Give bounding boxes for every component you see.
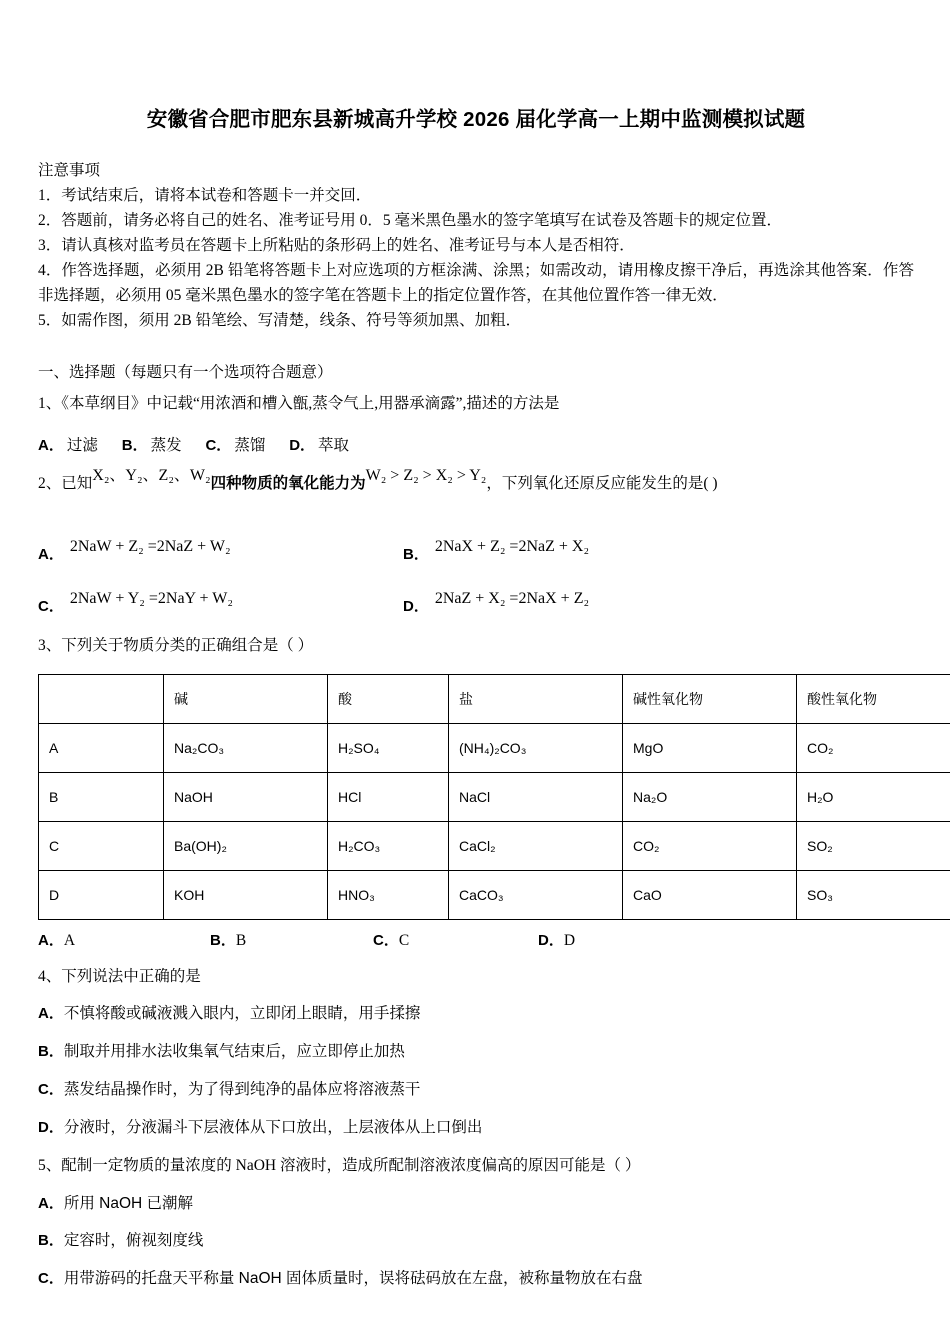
question-3-option-c-letter: C．	[373, 932, 399, 950]
table-cell-a-basic-oxide: MgO	[623, 724, 797, 773]
question-4-option-b-text: 制取并用排水法收集氧气结束后，应立即停止加热	[63, 1043, 405, 1061]
question-1-text: 《本草纲目》中记载“用浓酒和槽入甑,蒸令气上,用器承滴露”,描述的方法是	[61, 395, 560, 413]
question-2-options-row-1	[38, 511, 914, 563]
question-3-option-a-letter: A．	[38, 932, 64, 950]
table-cell-a-acidic-oxide: CO₂	[797, 724, 950, 773]
table-header-base: 碱	[164, 675, 328, 724]
question-5-number: 5、	[38, 1157, 62, 1175]
question-4-option-a-letter: A．	[38, 1005, 64, 1023]
question-5-option-c-text: 用带游码的托盘天平称量 NaOH 固体质量时，误将砝码放在左盘，被称量物放在右盘	[63, 1270, 643, 1288]
question-2-text-part1: 已知	[61, 475, 93, 493]
question-3-option-b[interactable]	[210, 929, 246, 950]
question-1-option-b[interactable]	[122, 437, 182, 454]
table-cell-c-acid: H₂CO₃	[328, 822, 449, 871]
question-2-options	[38, 511, 914, 615]
question-1-option-a-text: 过滤	[66, 437, 98, 455]
question-4-option-b-letter: B．	[38, 1043, 64, 1061]
table-cell-d-base: KOH	[164, 871, 328, 920]
question-4-option-d[interactable]	[38, 1116, 914, 1141]
question-5-option-b-text: 定容时，俯视刻度线	[63, 1232, 204, 1250]
question-3-option-a[interactable]	[38, 929, 75, 950]
question-4-option-c-text: 蒸发结晶操作时，为了得到纯净的晶体应将溶液蒸干	[63, 1080, 421, 1098]
table-header-blank	[39, 675, 164, 724]
table-row-label-d: D	[39, 871, 164, 920]
question-4-number: 4、	[38, 968, 62, 986]
question-1-option-c-letter: C．	[205, 437, 232, 455]
question-3-option-d-letter: D．	[538, 932, 564, 950]
table-row	[39, 724, 950, 773]
question-5-option-b[interactable]	[38, 1229, 914, 1254]
question-2-option-b-equation: 2NaX + Z₂ =2NaZ + X₂	[434, 538, 590, 556]
question-1-option-d-letter: D．	[289, 437, 316, 455]
question-5-stem	[38, 1153, 914, 1178]
question-2-option-b-letter: B．	[403, 546, 429, 564]
question-3-option-a-text: A	[63, 932, 76, 950]
question-4-option-a-text: 不慎将酸或碱液溅入眼内，立即闭上眼睛，用手揉擦	[63, 1005, 421, 1023]
question-3-table-wrapper	[38, 674, 914, 920]
question-2-options-row-2	[38, 563, 914, 615]
question-1-options	[38, 433, 914, 455]
question-2-option-a-equation: 2NaW + Z₂ =2NaZ + W₂	[69, 538, 231, 556]
question-2-option-c[interactable]	[38, 590, 403, 616]
table-cell-b-base: NaOH	[164, 773, 328, 822]
question-2-option-d-equation: 2NaZ + X₂ =2NaX + Z₂	[434, 590, 590, 608]
question-1-option-b-text: 蒸发	[150, 437, 182, 455]
table-header-salt: 盐	[449, 675, 623, 724]
question-2-option-d[interactable]	[403, 590, 863, 616]
question-3-option-d[interactable]	[538, 929, 575, 950]
table-row	[39, 773, 950, 822]
question-1-option-b-letter: B．	[121, 437, 148, 455]
question-3-option-b-letter: B．	[210, 932, 236, 950]
question-4-option-b[interactable]	[38, 1040, 914, 1065]
question-3-option-d-text: D	[563, 932, 576, 950]
question-1-option-a-letter: A．	[38, 437, 64, 455]
question-2-option-a[interactable]	[38, 538, 403, 564]
question-5-option-c[interactable]	[38, 1267, 914, 1292]
question-4-stem	[38, 964, 914, 989]
table-cell-b-acid: HCl	[328, 773, 449, 822]
question-5-option-b-letter: B．	[38, 1232, 64, 1250]
question-2-text-part3: ，下列氧化还原反应能发生的是( )	[486, 475, 718, 493]
table-header-acidic-oxide: 酸性氧化物	[797, 675, 950, 724]
question-3-option-c[interactable]	[373, 929, 409, 950]
question-2-text-part2: 四种物质的氧化能力为	[210, 475, 366, 493]
question-1-option-d-text: 萃取	[318, 437, 350, 455]
question-2-stem	[38, 467, 914, 497]
question-4-option-d-letter: D．	[38, 1118, 64, 1136]
table-cell-b-acidic-oxide: H₂O	[797, 773, 950, 822]
question-1-option-c[interactable]	[205, 437, 265, 454]
question-3-option-c-text: C	[398, 932, 410, 950]
question-2-order-expression: W₂ > Z₂ > X₂ > Y₂	[365, 467, 487, 485]
question-3-number: 3、	[38, 637, 62, 655]
question-2-option-b[interactable]	[403, 538, 863, 564]
question-5-text: 配制一定物质的量浓度的 NaOH 溶液时，造成所配制溶液浓度偏高的原因可能是（ ）	[61, 1157, 641, 1175]
question-4-text: 下列说法中正确的是	[61, 968, 201, 986]
question-1-option-d[interactable]	[289, 437, 349, 454]
table-row-label-a: A	[39, 724, 164, 773]
table-cell-c-basic-oxide: CO₂	[623, 822, 797, 871]
table-cell-b-salt: NaCl	[449, 773, 623, 822]
question-3-stem	[38, 633, 914, 658]
question-2-option-d-letter: D．	[403, 598, 429, 616]
notice-line-2: 2．答题前，请务必将自己的姓名、准考证号用 0．5 毫米黑色墨水的签字笔填写在试卷及答题卡的规定位置．	[38, 211, 783, 229]
question-3-option-b-text: B	[235, 932, 247, 950]
question-4-option-d-text: 分液时，分液漏斗下层液体从下口放出，上层液体从上口倒出	[63, 1118, 483, 1136]
question-1-option-c-text: 蒸馏	[234, 437, 266, 455]
table-cell-d-salt: CaCO₃	[449, 871, 623, 920]
question-4-option-c-letter: C．	[38, 1080, 64, 1098]
table-cell-d-acid: HNO₃	[328, 871, 449, 920]
question-5-option-a[interactable]	[38, 1192, 914, 1217]
notice-line-1: 1．考试结束后，请将本试卷和答题卡一并交回．	[38, 186, 372, 204]
question-4-option-a[interactable]	[38, 1002, 914, 1027]
table-cell-a-acid: H₂SO₄	[328, 724, 449, 773]
question-1-stem	[38, 391, 914, 416]
table-cell-b-basic-oxide: Na₂O	[623, 773, 797, 822]
table-row	[39, 822, 950, 871]
question-4-option-c[interactable]	[38, 1078, 914, 1103]
table-header-row	[39, 675, 950, 724]
notice-line-4: 4．作答选择题，必须用 2B 铅笔将答题卡上对应选项的方框涂满、涂黑；如需改动，请用橡皮擦干净后，再选涂其他答案．作答非选择题，必须用 05 毫米黑色墨水的签字笔在答题卡上的指定位置作答，在其他位置作答一律无效．	[38, 261, 914, 305]
question-5-option-c-letter: C．	[38, 1270, 64, 1288]
table-header-basic-oxide: 碱性氧化物	[623, 675, 797, 724]
table-cell-d-basic-oxide: CaO	[623, 871, 797, 920]
table-header-acid: 酸	[328, 675, 449, 724]
question-5-option-a-text: 所用 NaOH 已潮解	[63, 1194, 194, 1212]
table-cell-d-acidic-oxide: SO₃	[797, 871, 950, 920]
question-2-option-a-letter: A．	[38, 546, 64, 564]
table-row-label-c: C	[39, 822, 164, 871]
table-row-label-b: B	[39, 773, 164, 822]
table-cell-a-salt: (NH₄)₂CO₃	[449, 724, 623, 773]
question-1-number: 1、	[38, 395, 62, 413]
question-5-option-a-letter: A．	[38, 1194, 64, 1212]
section-heading-multiple-choice: 一、选择题（每题只有一个选项符合题意）	[38, 364, 333, 382]
notice-line-5: 5．如需作图，须用 2B 铅笔绘、写清楚，线条、符号等须加黑、加粗．	[38, 312, 522, 330]
table-row	[39, 871, 950, 920]
question-2-species: X₂、Y₂、Z₂、W₂	[92, 467, 211, 485]
page-content	[38, 0, 914, 1292]
question-2-number: 2、	[38, 475, 62, 493]
page-title: 安徽省合肥市肥东县新城高升学校 2026 届化学高一上期中监测模拟试题	[146, 108, 806, 131]
table-cell-c-acidic-oxide: SO₂	[797, 822, 950, 871]
table-cell-c-base: Ba(OH)₂	[164, 822, 328, 871]
question-1-option-a[interactable]	[38, 437, 98, 454]
substance-classification-table	[38, 674, 950, 920]
table-cell-a-base: Na₂CO₃	[164, 724, 328, 773]
table-cell-c-salt: CaCl₂	[449, 822, 623, 871]
question-3-text: 下列关于物质分类的正确组合是（ ）	[61, 637, 314, 655]
question-3-options	[38, 929, 914, 953]
notice-heading: 注意事项	[38, 161, 101, 179]
question-2-option-c-letter: C．	[38, 598, 64, 616]
notice-line-3: 3．请认真核对监考员在答题卡上所粘贴的条形码上的姓名、准考证号与本人是否相符．	[38, 236, 635, 254]
question-2-option-c-equation: 2NaW + Y₂ =2NaY + W₂	[69, 590, 233, 608]
